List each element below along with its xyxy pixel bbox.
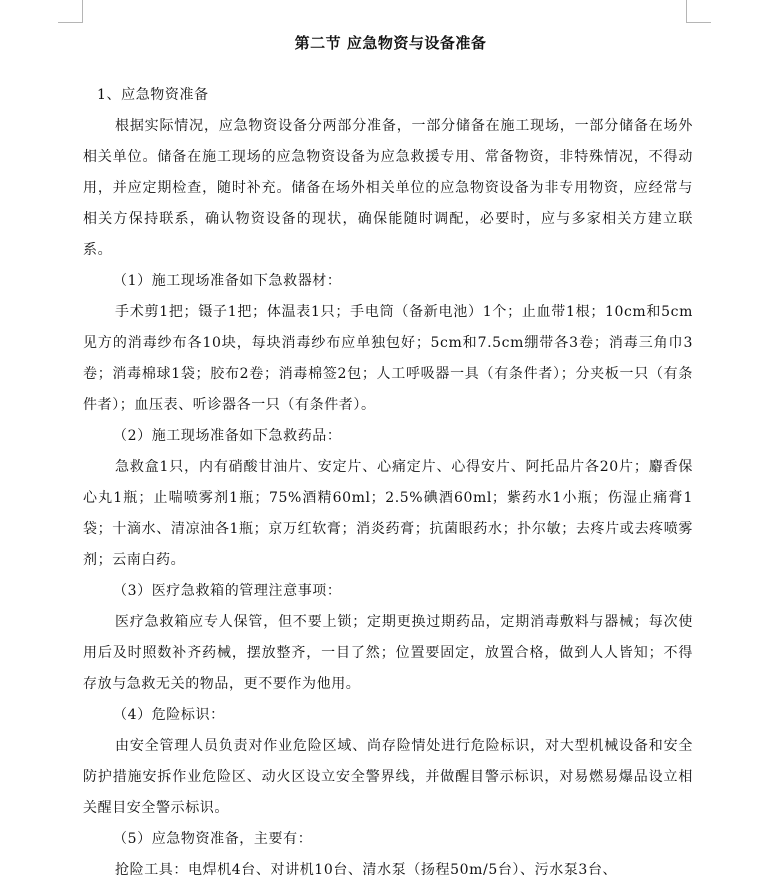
heading-emergency-supplies: 1、应急物资准备: [97, 87, 209, 103]
paragraph-overview: 根据实际情况，应急物资设备分两部分准备，一部分储备在施工现场，一部分储备在场外相关单位。储备在施工现场的应急物资设备为应急救援专用、常备物资，非特殊情况，不得动用，并应定期检查，随时补充。储备在场外相关单位的应急物资设备为非专用物资，应经常与相关方保持联系，确认物资设备的现状，确保能随时调配，必要时，应与多家相关方建立联系。: [83, 118, 693, 258]
subheading-supplies-list: （5）应急物资准备，主要有：: [113, 831, 313, 847]
page-corner-mark-top-left: [58, 0, 83, 23]
subheading-danger-signs: （4）危险标识：: [113, 707, 225, 723]
paragraph-first-aid-medicine: 急救盒1只，内有硝酸甘油片、安定片、心痛定片、心得安片、阿托品片各20片；麝香保心丸1瓶；止喘喷雾剂1瓶；75%酒精60ml；2.5%碘酒60ml；紫药水1小瓶；伤湿止痛膏1袋；十滴水、清凉油各1瓶；京万红软膏；消炎药膏；抗菌眼药水；扑尔敏；去疼片或去疼喷雾剂；云南白药。: [83, 459, 693, 568]
subheading-first-aid-equipment: （1）施工现场准备如下急救器材：: [113, 273, 342, 289]
subheading-first-aid-medicine: （2）施工现场准备如下急救药品：: [113, 428, 342, 444]
paragraph-danger-signs: 由安全管理人员负责对作业危险区域、尚存险情处进行危险标识，对大型机械设备和安全防护措施安拆作业危险区、动火区设立安全警界线，并做醒目警示标识，对易燃易爆品设立相关醒目安全警示标识。: [83, 738, 693, 816]
page-corner-mark-top-right: [686, 0, 711, 23]
paragraph-first-aid-equipment: 手术剪1把；镊子1把；体温表1只；手电筒（备新电池）1个；止血带1根；10cm和5cm见方的消毒纱布各10块，每块消毒纱布应单独包好；5cm和7.5cm绷带各3卷；消毒三角巾3卷；消毒棉球1袋；胶布2卷；消毒棉签2包；人工呼吸器一具（有条件者）；分夹板一只（有条件者）；血压表、听诊器各一只（有条件者）。: [83, 304, 693, 413]
paragraph-rescue-tools: 抢险工具：电焊机4台、对讲机10台、清水泵（扬程50m/5台）、污水泵3台、: [115, 862, 618, 878]
subheading-kit-management: （3）医疗急救箱的管理注意事项：: [113, 583, 342, 599]
document-body: [83, 80, 693, 886]
section-title: 第二节 应急物资与设备准备: [294, 34, 487, 52]
paragraph-kit-management: 医疗急救箱应专人保管，但不要上锁；定期更换过期药品，定期消毒敷料与器械；每次使用后及时照数补齐药械，摆放整齐，一目了然；位置要固定，放置合格，做到人人皆知；不得存放与急救无关的物品，更不要作为他用。: [83, 614, 693, 692]
